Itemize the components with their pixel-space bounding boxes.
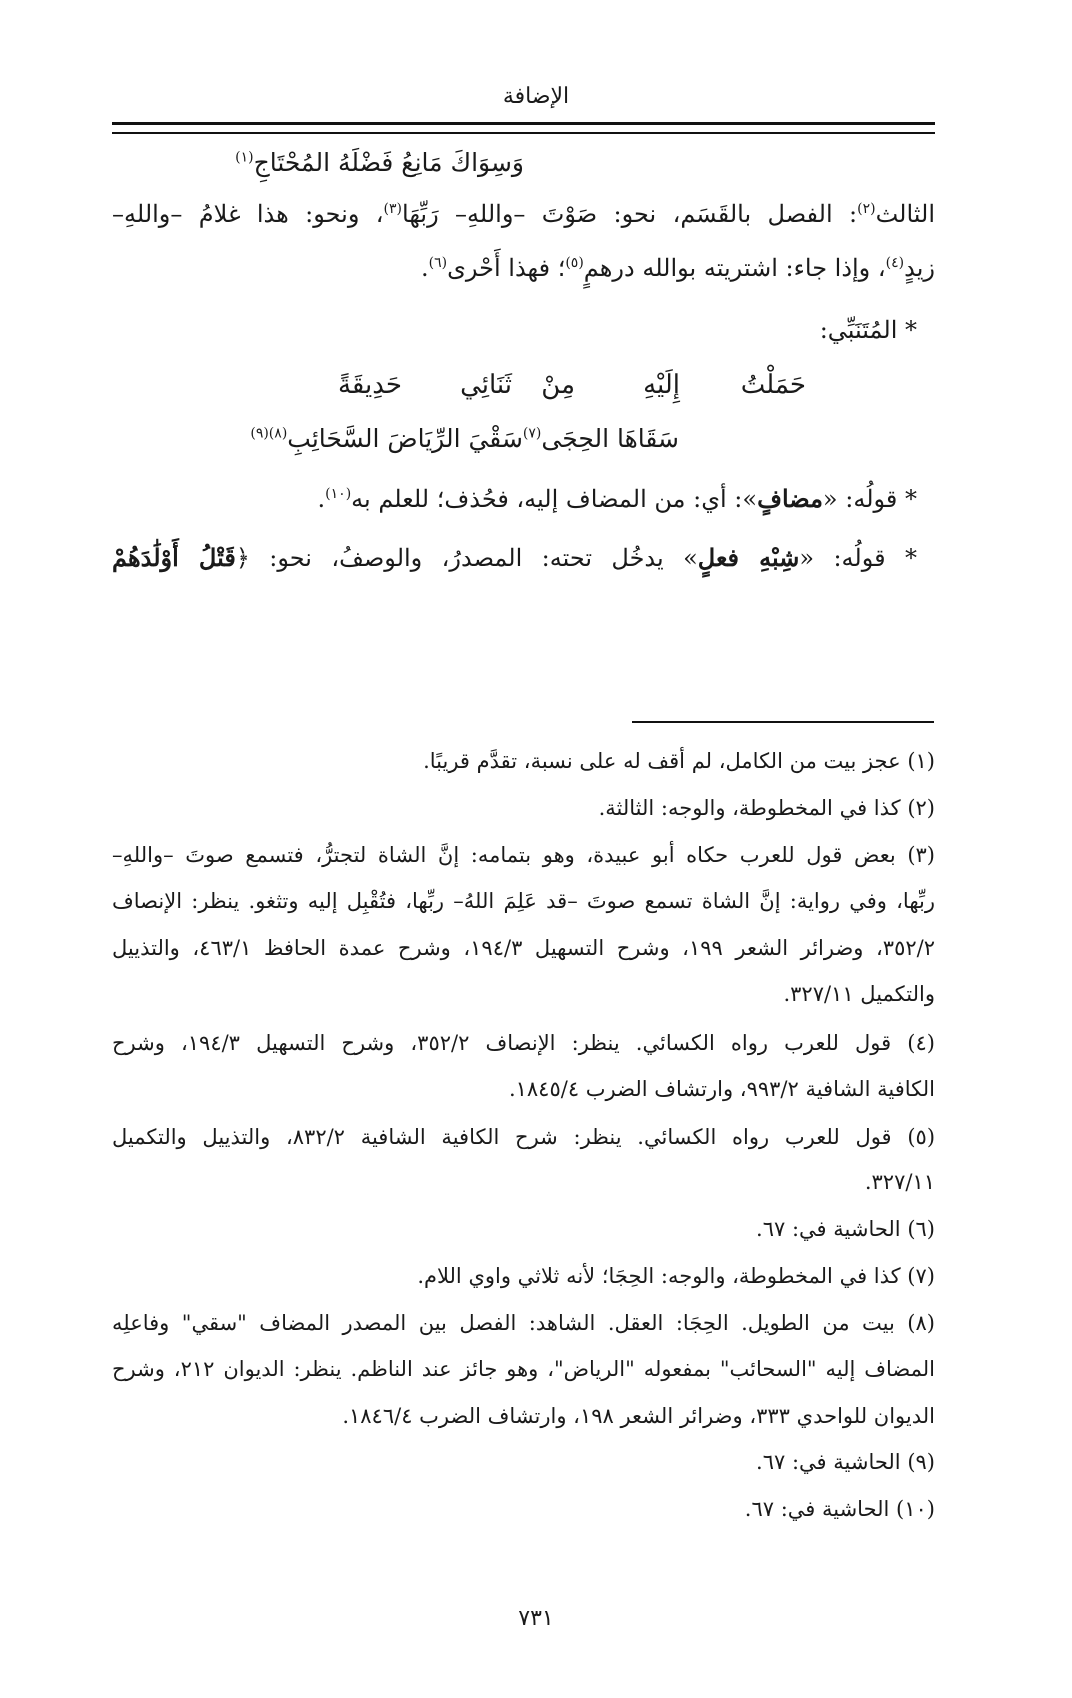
footnote-line: الديوان للواحدي ٣٣٣، وضرائر الشعر ١٩٨، وارتشاف الضرب ١٨٤٦/٤. [342, 1404, 935, 1428]
verse-hemistich-2 [250, 424, 679, 453]
footnote-line: المضاف إليه "السحائب" بمفعوله "الرياض"، وهو جائز عند الناظم. ينظر: الديوان ٢١٢، وشرح [112, 1357, 935, 1381]
footnote-ref: (٧) [522, 425, 542, 442]
footnote: (٧) كذا في المخطوطة، والوجه: الحِجَا؛ لأنه ثلاثي واوي اللام. [417, 1264, 935, 1288]
bold-term: شِبْهِ فعلٍ [697, 543, 800, 572]
footnote: (١٠) الحاشية في: ٦٧. [744, 1497, 935, 1521]
text-run: ، ونحو: هذا غلامُ –واللهِ– [112, 200, 384, 228]
text-run: » يدخُل تحته: المصدرُ، والوصفُ، نحو: ﴿ [235, 544, 698, 572]
text-run: : الفصل بالقَسَم، نحو: صَوْتَ –واللهِ– رَبِّهَا [402, 200, 858, 228]
verse-word: ثَنَائِي [460, 370, 512, 400]
comment-line [112, 543, 917, 572]
verse-word: مِنْ [541, 370, 575, 400]
verse-word: حَمَلْتُ [740, 370, 806, 400]
text-run: ، وإذا جاء: اشتريته بوالله درهمٍ [583, 254, 886, 282]
text-run: . [317, 485, 326, 513]
footnote-line: (٣) بعض قول للعرب حكاه أبو عبيدة، وهو بتمامه: إنَّ الشاة لتجترُّ، فتسمع صوتَ –واللهِ– [112, 843, 935, 867]
footnote: (٢) كذا في المخطوطة، والوجه: الثالثة. [598, 796, 935, 820]
footnote-line: ربِّها، وفي رواية: إنَّ الشاة تسمع صوتَ –قد عَلِمَ اللهُ– ربِّها، فتُقْبِل إليه وتثغو. ينظر: الإنصاف [112, 889, 935, 913]
verse-hemistich [235, 148, 524, 177]
text-run: . [421, 254, 429, 282]
footnote-line: (٨) بيت من الطويل. الحِجَا: العقل. الشاهد: الفصل بين المصدر المضاف "سقي" وفاعلِه [112, 1311, 935, 1335]
header-rule-thin [112, 132, 935, 134]
header-rule-thick [112, 122, 935, 125]
verse-word: إِلَيْهِ [643, 370, 680, 400]
page-number: ٧٣١ [518, 1606, 554, 1631]
footnote-line: (٤) قول للعرب رواه الكسائي. ينظر: الإنصاف ٣٥٢/٢، وشرح التسهيل ١٩٤/٣، وشرح [112, 1031, 935, 1055]
footnote-line: والتكميل ٣٢٧/١١. [783, 982, 935, 1006]
footnote-ref: (٣) [383, 201, 403, 217]
footnote-separator [632, 721, 934, 723]
text-run: »: أي: من المضاف إليه، فحُذف؛ للعلم به [351, 485, 758, 513]
bold-term: مضافٍ [757, 484, 823, 513]
text-run: * قولُه: « [822, 485, 917, 513]
footnote-ref: (٢) [857, 201, 876, 217]
footnote-line: (٥) قول للعرب رواه الكسائي. ينظر: شرح الكافية الشافية ٨٣٢/٢، والتذييل والتكميل [112, 1125, 936, 1149]
text-run: سَقَاهَا الحِجَى [541, 424, 679, 453]
quran-text: قَتْلُ أَوْلَٰدَهُمْ [112, 543, 236, 572]
text-run: الثالث [875, 200, 935, 228]
text-run: سَقْيَ الرِّيَاضَ السَّحَائِبِ [287, 424, 523, 453]
footnote-line: الكافية الشافية ٩٩٣/٢، وارتشاف الضرب ١٨٤٥/٤. [508, 1077, 935, 1101]
footnote-ref: (١٠) [325, 486, 352, 502]
verse-text: وَسِوَاكَ مَانِعُ فَضْلَهُ المُحْتَاجِ [253, 148, 524, 177]
text-run: * قولُه: « [799, 544, 917, 572]
text-run: زيدٍ [904, 254, 935, 282]
footnote-ref: (٨)(٩) [250, 425, 288, 442]
footnote: (٦) الحاشية في: ٦٧. [756, 1217, 935, 1241]
footnote-ref: (٦) [428, 255, 448, 271]
poet-label: * المُتَنَبِّي: [819, 316, 917, 344]
footnote: (١) عجز بيت من الكامل، لم أقف له على نسبة، تقدَّم قريبًا. [423, 749, 935, 773]
footnote-ref: (٤) [885, 255, 905, 271]
footnote: (٩) الحاشية في: ٦٧. [756, 1450, 935, 1474]
footnote-ref: (٥) [565, 255, 584, 271]
comment-line [112, 484, 917, 513]
paragraph-line [112, 200, 935, 228]
verse-word: حَدِيقَةً [337, 370, 402, 400]
running-header: الإضافة [502, 84, 570, 109]
text-run: ؛ فهذا أَحْرى [447, 254, 566, 282]
footnote-line: ٣٢٧/١١. [864, 1170, 935, 1194]
footnote-ref: (١) [235, 149, 254, 166]
footnote-line: ٣٥٢/٢، وضرائر الشعر ١٩٩، وشرح التسهيل ١٩٤/٣، وشرح عمدة الحافظ ٤٦٣/١، والتذييل [112, 936, 935, 960]
paragraph-line [112, 254, 935, 282]
